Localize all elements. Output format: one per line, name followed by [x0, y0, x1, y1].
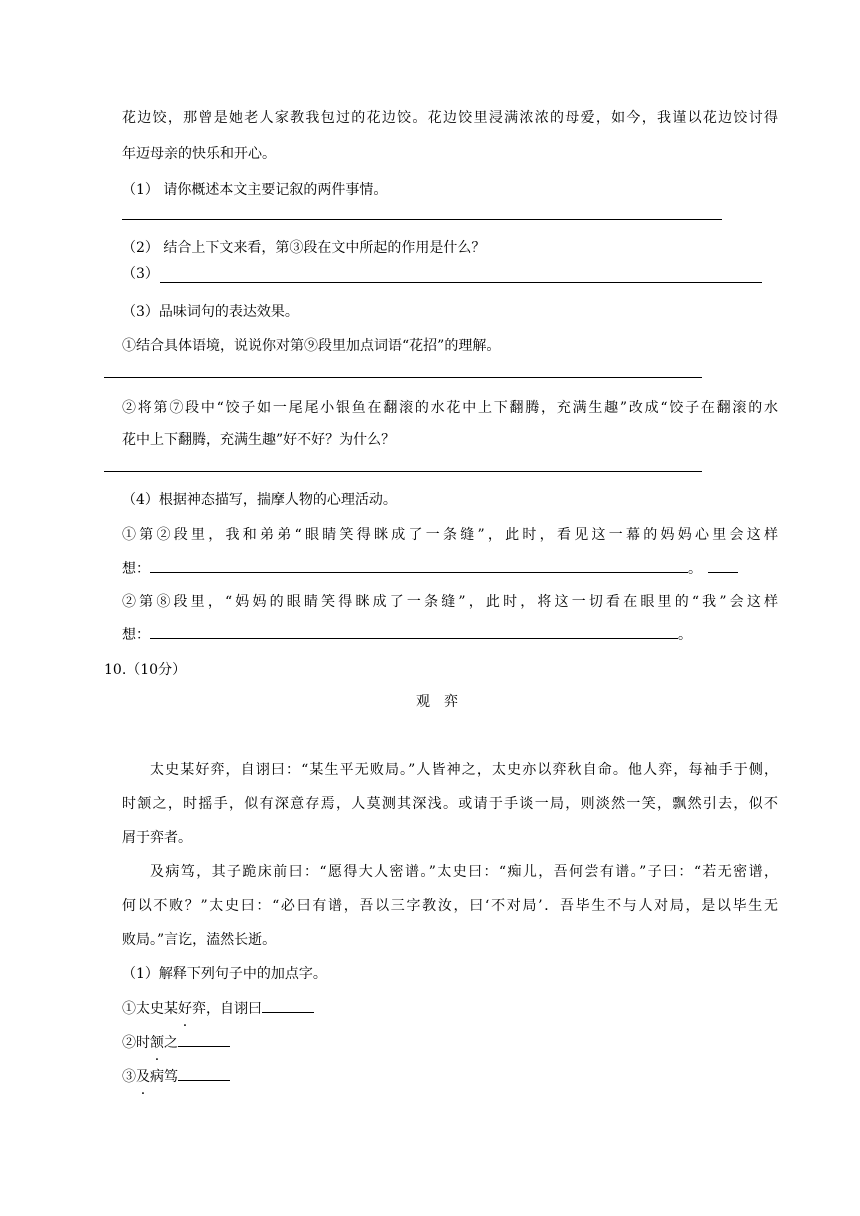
answer-blank[interactable]: [708, 558, 738, 573]
answer-suffix: 。: [688, 561, 702, 577]
answer-blank[interactable]: [178, 1032, 230, 1047]
answer-line[interactable]: [104, 377, 702, 378]
answer-blank[interactable]: [150, 558, 688, 573]
classical-text-line: 太史某好弈，自诩曰：“某生平无败局。”人皆神之，太史亦以弈秋自命。他人弈，每袖手于侧，: [150, 762, 778, 778]
question-1-label: （1） 请你概述本文主要记叙的两件事情。: [122, 182, 388, 198]
word-item-3: [122, 1066, 230, 1087]
dotted-character: 颔: [150, 1035, 164, 1051]
word-item-text: ③: [122, 1069, 136, 1085]
question-3-item-2: ②将第⑦段中“饺子如一尾尾小银鱼在翻滚的水花中上下翻腾，充满生趣”改成“饺子在翻滚的水: [122, 400, 778, 416]
answer-blank[interactable]: [262, 998, 314, 1013]
word-item-text: 之: [164, 1035, 178, 1051]
question-10-header: 10.（10分）: [104, 662, 187, 678]
poem-title: 观弈: [416, 694, 472, 710]
word-item-1: [122, 998, 314, 1019]
classical-text-line: 屑于弈者。: [122, 830, 192, 846]
question-3-item-2-cont: 花中上下翻腾，充满生趣”好不好？为什么？: [122, 432, 396, 448]
question-4-item-2-answer: [122, 624, 692, 645]
answer-line[interactable]: [104, 471, 702, 472]
word-item-text: 病笃: [150, 1069, 178, 1085]
passage-line: 花边饺，那曾是她老人家教我包过的花边饺。花边饺里浸满浓浓的母爱，如今，我谨以花边饺讨得: [122, 110, 778, 126]
question-4-item-1: ①第②段里，我和弟弟“眼睛笑得眯成了一条缝”，此时，看见这一幕的妈妈心里会这样: [122, 527, 778, 543]
question-10-sub-1: （1）解释下列句子中的加点字。: [122, 966, 327, 982]
dotted-character: 好: [178, 1001, 192, 1017]
answer-suffix: 。: [678, 627, 692, 643]
word-item-text: ②时: [122, 1035, 150, 1051]
classical-text-line: 何以不败？”太史曰：“必曰有谱，吾以三字教汝，曰‘不对局’．吾毕生不与人对局，是以毕生无: [122, 898, 778, 914]
question-2-sub: （3）: [122, 266, 159, 282]
answer-line[interactable]: [160, 282, 762, 283]
answer-line[interactable]: [122, 219, 722, 220]
answer-blank[interactable]: [150, 624, 678, 639]
passage-line: 年迈母亲的快乐和开心。: [122, 146, 276, 162]
classical-text-line: 及病笃，其子跪床前曰：“愿得大人密谱。”太史曰：“痴儿，吾何尝有谱。”子曰：“若无密谱，: [150, 864, 778, 880]
classical-text-line: 时颔之，时摇手，似有深意存焉，人莫测其深浅。或请于手谈一局，则淡然一笑，飘然引去，似不: [122, 796, 778, 812]
word-item-text: 弈，自诩曰: [192, 1001, 262, 1017]
question-4-item-1-answer: [122, 558, 738, 579]
question-4-label: （4）根据神态描写，揣摩人物的心理活动。: [122, 492, 397, 508]
answer-prefix: 想：: [122, 561, 150, 577]
answer-blank[interactable]: [178, 1066, 230, 1081]
answer-prefix: 想：: [122, 627, 150, 643]
question-3-item-1: ①结合具体语境，说说你对第⑨段里加点词语“花招”的理解。: [122, 338, 501, 354]
question-3-label: （3）品味词句的表达效果。: [122, 304, 299, 320]
classical-text-line: 败局。”言讫，溘然长逝。: [122, 932, 277, 948]
question-4-item-2: ②第⑧段里，“妈妈的眼睛笑得眯成了一条缝”，此时，将这一切看在眼里的“我”会这样: [122, 594, 778, 610]
question-2-label: （2） 结合上下文来看，第③段在文中所起的作用是什么？: [122, 240, 486, 256]
word-item-text: ①太史某: [122, 1001, 178, 1017]
dotted-character: 及: [136, 1069, 150, 1085]
word-item-2: [122, 1032, 230, 1053]
